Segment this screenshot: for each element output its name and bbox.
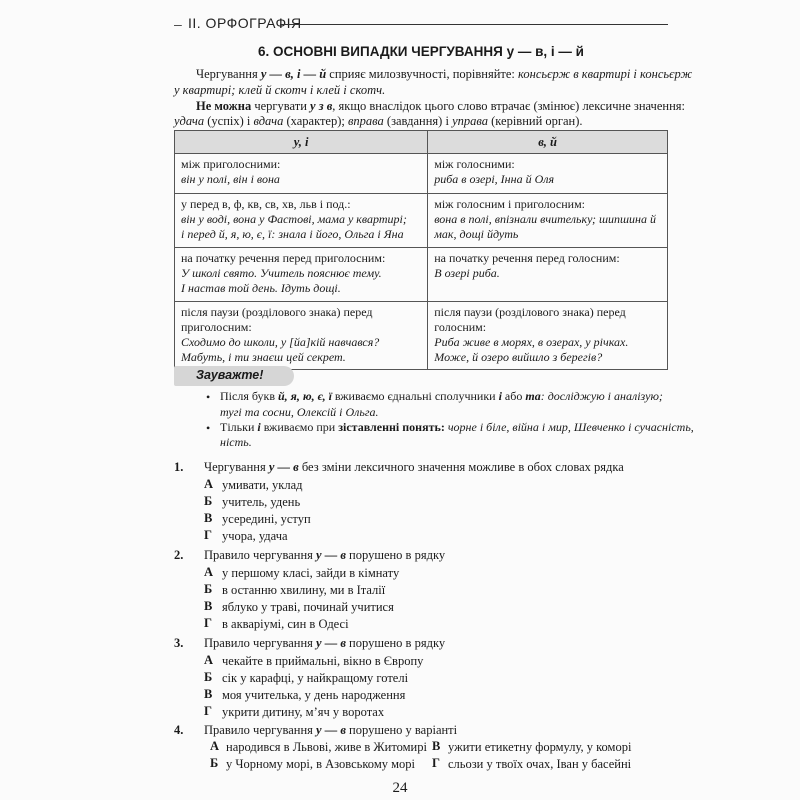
question-stem — [204, 459, 668, 475]
option-text: сік у карафці, у найкращому готелі — [222, 671, 409, 685]
note-text: : досліджую і аналізую; — [540, 389, 663, 403]
option-letter: А — [210, 739, 220, 753]
rule-example: Риба живе в морях, в озерах, у річках. — [434, 335, 629, 349]
page-header — [174, 14, 668, 36]
option-text: в останню хвилину, ми в Італії — [222, 583, 386, 597]
option-text: народився в Львові, живе в Житомирі — [226, 740, 427, 754]
rule-example: Може, й озеро вийшло з берегів? — [434, 350, 603, 364]
option-letter: Г — [204, 616, 212, 630]
intro-text: (успіх) і — [204, 114, 254, 128]
note-text: вживаємо єднальні сполучники — [331, 389, 499, 403]
rule-label: після паузи (розділового знака) перед — [434, 305, 626, 319]
rule-label: між приголосними: — [181, 157, 281, 171]
note-title: Зауважте! — [196, 368, 264, 382]
section-title: 6. ОСНОВНІ ВИПАДКИ ЧЕРГУВАННЯ у — в, і — й — [258, 44, 584, 59]
intro-text: чергувати — [251, 99, 311, 113]
option-letter: Б — [210, 756, 219, 770]
stem-text: Правило чергування — [204, 723, 317, 737]
stem-text: порушено у варіанті — [345, 723, 458, 737]
stem-text: у — в — [316, 636, 346, 650]
rule-label: між голосним і приголосним: — [434, 197, 586, 211]
intro-example: консьєрж в квартирі і консьєрж — [518, 67, 693, 81]
option-text: усередині, уступ — [222, 512, 311, 526]
rule-label: на початку речення перед приголосним: — [181, 251, 386, 265]
rule-example: і перед й, я, ю, є, ї: знала і його, Ольга і Яна — [181, 227, 404, 241]
rule-label: на початку речення перед голосним: — [434, 251, 620, 265]
table-cell — [428, 194, 668, 248]
table-cell — [428, 248, 668, 302]
question-number: 2. — [174, 548, 184, 562]
intro-text: Чергування — [196, 67, 261, 81]
note-text: Тільки — [220, 420, 258, 434]
stem-text: у — в — [316, 723, 346, 737]
rule-example: риба в озері, Інна й Оля — [434, 172, 555, 186]
intro-line-3 — [196, 98, 685, 114]
intro-text: у з в — [310, 99, 333, 113]
stem-text: Правило чергування — [204, 636, 317, 650]
stem-text: порушено в рядку — [345, 548, 446, 562]
rule-label: після паузи (розділового знака) перед — [181, 305, 373, 319]
option-text: моя учителька, у день народження — [222, 688, 406, 702]
table-row — [175, 248, 668, 302]
rule-example: В озері риба. — [434, 266, 500, 280]
chapter-title: II. ОРФОГРАФІЯ — [188, 15, 302, 31]
question-stem — [204, 722, 668, 738]
note-item-1 — [220, 388, 668, 404]
option-letter: А — [204, 565, 214, 579]
table-header-cell: в, й — [428, 131, 668, 154]
intro-text: сприяє милозвучності, порівняйте: — [326, 67, 519, 81]
option-text: у першому класі, зайди в кімнату — [222, 566, 400, 580]
note-item-2 — [220, 419, 694, 435]
note-text: і — [498, 389, 502, 403]
note-text: Після букв — [220, 389, 278, 403]
option-letter: Б — [204, 494, 213, 508]
intro-example: вдача — [253, 114, 284, 128]
option-text: яблуко у траві, починай учитися — [222, 600, 394, 614]
table-header-row — [175, 131, 668, 154]
option-text: умивати, уклад — [222, 478, 303, 492]
stem-text: без зміни лексичного значення можливе в обох словах рядка — [298, 460, 624, 474]
option-letter: Г — [432, 756, 440, 770]
option-letter: А — [204, 477, 214, 491]
option-letter: В — [432, 739, 441, 753]
question-number: 1. — [174, 460, 184, 474]
option-letter: В — [204, 511, 213, 525]
note-text: та — [525, 389, 541, 403]
option-text: сльози у твоїх очах, Іван у басейні — [448, 757, 632, 771]
option-text: укрити дитину, м’яч у воротах — [222, 705, 385, 719]
stem-text: у — в — [268, 460, 299, 474]
option-letter: В — [204, 687, 213, 701]
note-bullet-dot: • — [206, 390, 211, 404]
option-text: чекайте в приймальні, вікно в Європу — [222, 654, 424, 668]
rule-example: Сходимо до школи, у [йа]кій навчався? — [181, 335, 380, 349]
rule-example: він у полі, він і вона — [181, 172, 280, 186]
intro-text: (завдання) і — [383, 114, 453, 128]
note-text: або — [501, 389, 526, 403]
table-header-cell: у, і — [175, 131, 428, 154]
stem-text: Чергування — [204, 460, 269, 474]
option-letter: Г — [204, 528, 212, 542]
header-rule — [280, 24, 668, 25]
rule-label: приголосним: — [181, 320, 252, 334]
option-text: ужити етикетну формулу, у коморі — [448, 740, 632, 754]
intro-text: , якщо внаслідок цього слово втрачає (змінює) лексичне значення: — [332, 99, 685, 113]
rule-example: У школі свято. Учитель пояснює тему. — [181, 266, 382, 280]
option-letter: В — [204, 599, 213, 613]
intro-line-2: у квартирі; клей й скотч і клей і скотч. — [174, 83, 386, 97]
option-text: у Чорному морі, в Азовському морі — [226, 757, 415, 771]
rule-label: у перед в, ф, кв, св, хв, льв і под.: — [181, 197, 351, 211]
rule-example: він у воді, вона у Фастові, мама у квартирі; — [181, 212, 407, 226]
note-text: чорне і біле, війна і мир, Шевченко і сучасність, — [444, 420, 694, 434]
note-bullet-dot: • — [206, 421, 211, 435]
page-number: 24 — [392, 780, 408, 796]
note-text: і — [257, 420, 261, 434]
intro-line-1 — [196, 66, 693, 82]
intro-example: удача — [174, 114, 205, 128]
intro-text: у — в, і — й — [260, 67, 327, 81]
question-number: 4. — [174, 723, 184, 737]
intro-emphasis: Не можна — [196, 99, 252, 113]
table-row — [175, 194, 668, 248]
option-letter: Г — [204, 704, 212, 718]
option-text: в акваріумі, син в Одесі — [222, 617, 349, 631]
question-number: 3. — [174, 636, 184, 650]
note-text: зіставленні понять: — [338, 420, 445, 434]
note-text: й, я, ю, є, ї — [277, 389, 332, 403]
rule-example: Мабуть, і ти знаєш цей секрет. — [181, 350, 346, 364]
stem-text: у — в — [316, 548, 346, 562]
note-item-1-cont: тугі та сосни, Олексій і Ольга. — [220, 405, 379, 419]
table-cell — [175, 248, 428, 302]
stem-text: Правило чергування — [204, 548, 317, 562]
intro-line-4 — [174, 113, 668, 129]
intro-text: (характер); — [283, 114, 348, 128]
note-text: вживаємо при — [260, 420, 339, 434]
question-stem — [204, 635, 668, 651]
rule-example: мак, дощі йдуть — [434, 227, 519, 241]
header-mark: – — [174, 16, 182, 32]
rule-example: І настав той день. Ідуть дощі. — [181, 281, 341, 295]
intro-example: управа — [452, 114, 488, 128]
option-letter: Б — [204, 582, 213, 596]
stem-text: порушено в рядку — [345, 636, 446, 650]
table-cell — [428, 302, 668, 370]
table-row — [175, 154, 668, 194]
table-cell — [175, 302, 428, 370]
rule-example: вона в полі, впізнали вчительку; шипшина й — [434, 212, 657, 226]
question-stem — [204, 547, 668, 563]
option-text: учитель, удень — [222, 495, 301, 509]
table-row — [175, 302, 668, 370]
option-text: учора, удача — [222, 529, 288, 543]
intro-text: (керівний орган). — [487, 114, 583, 128]
option-letter: Б — [204, 670, 213, 684]
rule-label: голосним: — [434, 320, 487, 334]
table-cell — [175, 194, 428, 248]
alternation-rules-table — [174, 130, 668, 370]
option-letter: А — [204, 653, 214, 667]
note-item-2-cont: ність. — [220, 435, 252, 449]
table-cell — [428, 154, 668, 194]
rule-label: між голосними: — [434, 157, 515, 171]
intro-example: вправа — [348, 114, 384, 128]
table-cell — [175, 154, 428, 194]
